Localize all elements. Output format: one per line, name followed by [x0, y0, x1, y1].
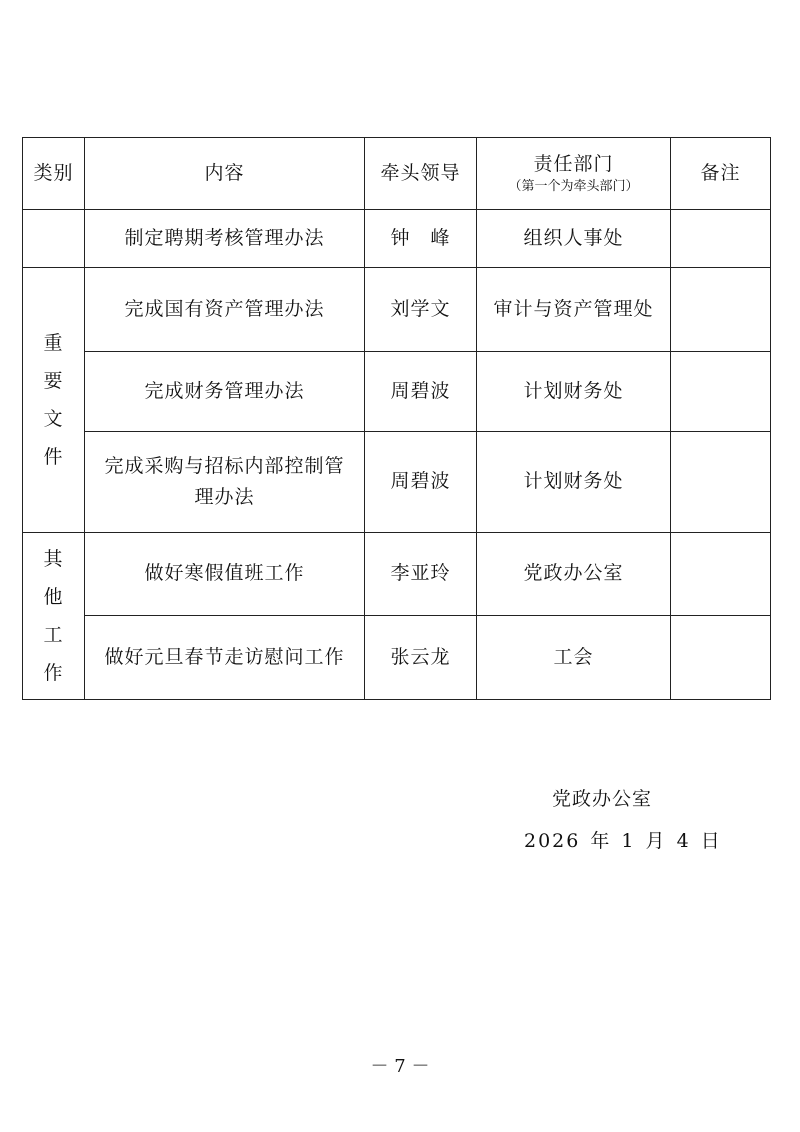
header-leader: 牵头领导 — [365, 138, 477, 210]
category-important-docs: 重要文件 — [23, 268, 85, 533]
task-table — [22, 137, 771, 700]
header-department — [477, 138, 671, 210]
row-leader: 周碧波 — [365, 432, 477, 533]
row-leader: 刘学文 — [365, 268, 477, 352]
table-row — [23, 616, 771, 700]
row-leader: 周碧波 — [365, 352, 477, 432]
row-department: 审计与资产管理处 — [477, 268, 671, 352]
row-department: 计划财务处 — [477, 352, 671, 432]
row-remarks — [671, 352, 771, 432]
row-remarks — [671, 268, 771, 352]
table-row — [23, 533, 771, 616]
row-department: 党政办公室 — [477, 533, 671, 616]
row-department: 组织人事处 — [477, 210, 671, 268]
row-content: 做好元旦春节走访慰问工作 — [85, 616, 365, 700]
row-content: 完成国有资产管理办法 — [85, 268, 365, 352]
row-leader: 张云龙 — [365, 616, 477, 700]
row-remarks — [671, 533, 771, 616]
header-remarks: 备注 — [671, 138, 771, 210]
table-row — [23, 210, 771, 268]
table-row — [23, 352, 771, 432]
page-number: － 7 － — [370, 1056, 430, 1077]
table-row — [23, 432, 771, 533]
row-content: 制定聘期考核管理办法 — [85, 210, 365, 268]
row-remarks — [671, 432, 771, 533]
header-content: 内容 — [85, 138, 365, 210]
row-remarks — [671, 210, 771, 268]
signature-date: 2026 年 1 月 4 日 — [524, 830, 722, 852]
row-remarks — [671, 616, 771, 700]
row-leader: 李亚玲 — [365, 533, 477, 616]
table-row — [23, 268, 771, 352]
category-other-work: 其他工作 — [23, 533, 85, 700]
signature-org: 党政办公室 — [552, 788, 653, 810]
header-category: 类别 — [23, 138, 85, 210]
header-department-label: 责任部门 — [533, 153, 614, 176]
header-department-note: （第一个为牵头部门） — [508, 179, 639, 195]
row-content: 完成财务管理办法 — [85, 352, 365, 432]
table-header-row — [23, 138, 771, 210]
row-leader: 钟 峰 — [365, 210, 477, 268]
row-department: 工会 — [477, 616, 671, 700]
row-department: 计划财务处 — [477, 432, 671, 533]
row-content: 做好寒假值班工作 — [85, 533, 365, 616]
category-cell-empty — [23, 210, 85, 268]
row-content: 完成采购与招标内部控制管理办法 — [85, 432, 365, 533]
